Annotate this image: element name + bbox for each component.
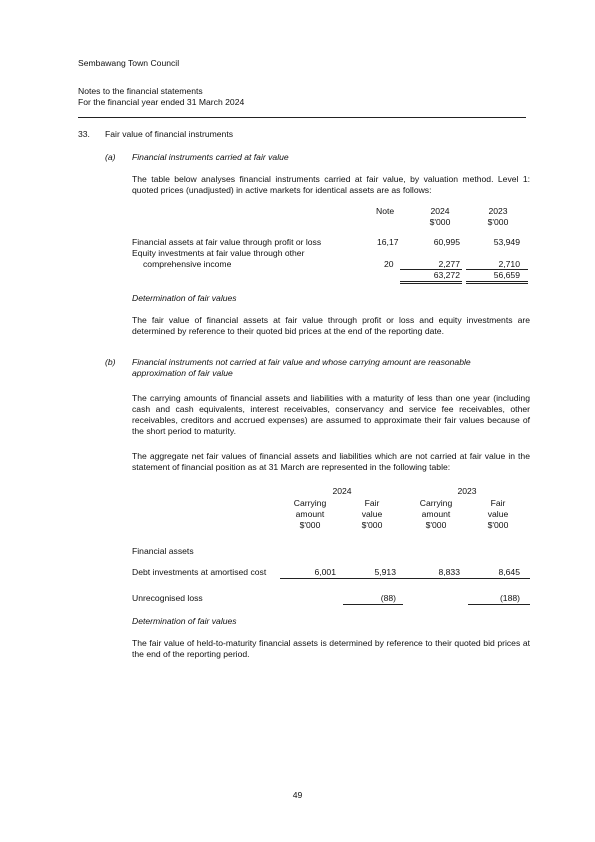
part-b-label: (b) — [105, 357, 116, 367]
table-b-carrying-2023-l2: amount — [421, 509, 451, 519]
table-b-row1-underline — [280, 578, 530, 579]
part-b-title-1: Financial instruments not carried at fair value and whose carrying amount are reasonable — [132, 357, 471, 367]
table-b-row1-label: Debt investments at amortised cost — [132, 567, 267, 577]
table-a-row2-2024: 2,277 — [438, 259, 460, 269]
part-a-det-title: Determination of fair values — [132, 293, 237, 303]
table-a-total-2024: 63,272 — [433, 270, 460, 280]
table-b-fair-2024-l2: value — [361, 509, 383, 519]
table-b-year-2024: 2024 — [332, 486, 352, 496]
table-a-col-2023: 2023 — [488, 206, 508, 216]
part-a-label: (a) — [105, 152, 116, 162]
table-b-carrying-2024-l2: amount — [295, 509, 325, 519]
part-a-intro: The table below analyses financial instruments carried at fair value, by valuation method. Level 1: quoted prices (unadjusted) in active markets for identical assets are as follows: — [132, 174, 530, 195]
table-a-total-line-2023 — [466, 281, 528, 284]
table-a-row2-2023: 2,710 — [498, 259, 520, 269]
table-a-row2-label: Equity investments at fair value through other — [132, 248, 305, 258]
table-b-row2-underline-2023 — [468, 604, 530, 605]
table-b-unit-4: $'000 — [487, 520, 509, 530]
period-title: For the financial year ended 31 March 2024 — [78, 97, 245, 107]
table-b-unit-1: $'000 — [299, 520, 321, 530]
table-b-row2-v2: (188) — [499, 593, 520, 603]
table-b-section-label: Financial assets — [132, 546, 194, 556]
table-b-row1-v3: 8,833 — [438, 567, 460, 577]
part-b-det-text: The fair value of held-to-maturity financial assets is determined by reference to their quoted bid prices at the end of the reporting period. — [132, 638, 530, 659]
part-a-det-text: The fair value of financial assets at fair value through profit or loss and equity investments are determined by reference to their quoted bid prices at the end of the reporting date. — [132, 315, 530, 336]
table-a-row1-note: 16,17 — [377, 237, 399, 247]
table-b-unit-3: $'000 — [425, 520, 447, 530]
table-b-row1-v1: 6,001 — [314, 567, 336, 577]
part-b-para1: The carrying amounts of financial assets and liabilities with a maturity of less than one year (including cash and cash equivalents, interest receivables, conservancy and service fee receivables, other receivables, creditors and accrued expenses) are assumed to approximate their fair values because of the short period to maturity. — [132, 393, 530, 436]
table-a-total-line-2024 — [400, 281, 462, 284]
table-b-fair-2023-l1: Fair — [490, 498, 506, 508]
table-a-unit-2024: $'000 — [429, 217, 451, 227]
notes-title: Notes to the financial statements — [78, 86, 203, 96]
section-number: 33. — [78, 129, 90, 139]
table-a-row1-label: Financial assets at fair value through profit or loss — [132, 237, 322, 247]
section-title: Fair value of financial instruments — [105, 129, 234, 139]
part-b-title-2: approximation of fair value — [132, 368, 233, 378]
header-divider — [78, 117, 526, 118]
table-a-row2-note: 20 — [384, 259, 394, 269]
table-b-fair-2024-l1: Fair — [364, 498, 380, 508]
table-a-col-2024: 2024 — [430, 206, 450, 216]
table-a-unit-2023: $'000 — [487, 217, 509, 227]
table-b-carrying-2024-l1: Carrying — [293, 498, 327, 508]
page-number: 49 — [292, 790, 303, 800]
part-b-para2: The aggregate net fair values of financial assets and liabilities which are not carried at fair value in the statement of financial position as at 31 March are represented in the following table: — [132, 451, 530, 472]
org-name: Sembawang Town Council — [78, 58, 180, 68]
table-b-row1-v2: 5,913 — [374, 567, 396, 577]
part-a-title: Financial instruments carried at fair value — [132, 152, 289, 162]
table-b-row2-label: Unrecognised loss — [132, 593, 203, 603]
table-b-row2-underline-2024 — [343, 604, 403, 605]
table-a-row1-2024: 60,995 — [433, 237, 460, 247]
table-b-row1-v4: 8,645 — [498, 567, 520, 577]
table-a-row2-label2: comprehensive income — [143, 259, 232, 269]
part-b-det-title: Determination of fair values — [132, 616, 237, 626]
table-b-fair-2023-l2: value — [487, 509, 509, 519]
table-a-row1-2023: 53,949 — [493, 237, 520, 247]
table-b-carrying-2023-l1: Carrying — [419, 498, 453, 508]
table-b-year-2023: 2023 — [457, 486, 477, 496]
table-a-total-2023: 56,659 — [493, 270, 520, 280]
table-a-col-note: Note — [376, 206, 395, 216]
table-b-row2-v1: (88) — [380, 593, 396, 603]
table-b-unit-2: $'000 — [361, 520, 383, 530]
